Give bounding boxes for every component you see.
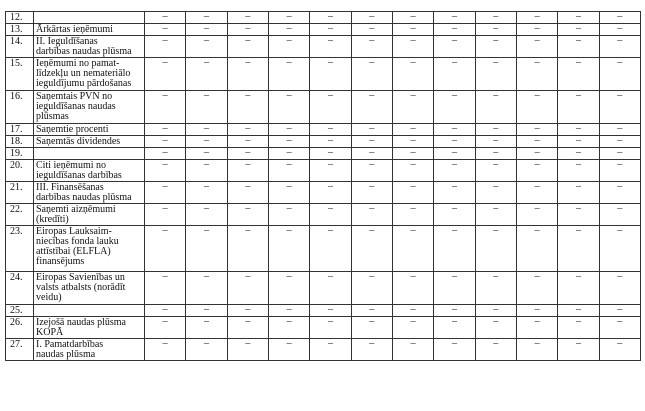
table-row <box>6 148 641 160</box>
table-body <box>6 12 641 361</box>
row-label: Izejošā naudas plūsma KOPĀ <box>36 317 126 338</box>
value-cell: – <box>186 226 227 272</box>
value-cell: – <box>227 12 268 24</box>
value-cell: – <box>434 91 475 124</box>
row-label-cell <box>34 36 145 58</box>
value-cell: – <box>558 272 599 305</box>
row-number: 15. <box>6 58 34 91</box>
value-cell: – <box>351 339 392 361</box>
value-cell: – <box>351 272 392 305</box>
value-cell: – <box>516 226 557 272</box>
row-number: 24. <box>6 272 34 305</box>
value-cell: – <box>475 204 516 226</box>
value-cell: – <box>186 91 227 124</box>
value-cell: – <box>599 136 640 148</box>
row-label: Ieņēmumi no pamat- līdzekļu un nemateriālo ieguldījumu pārdošanas <box>36 58 132 89</box>
value-cell: – <box>145 272 186 305</box>
row-label-cell <box>34 160 145 182</box>
value-cell: – <box>310 36 351 58</box>
table-row <box>6 36 641 58</box>
value-cell: – <box>145 136 186 148</box>
value-cell: – <box>227 160 268 182</box>
value-cell: – <box>145 204 186 226</box>
value-cell: – <box>392 12 433 24</box>
value-cell: – <box>186 148 227 160</box>
value-cell: – <box>145 124 186 136</box>
value-cell: – <box>434 12 475 24</box>
value-cell: – <box>475 36 516 58</box>
value-cell: – <box>186 136 227 148</box>
value-cell: – <box>351 305 392 317</box>
value-cell: – <box>310 91 351 124</box>
row-label-cell <box>34 317 145 339</box>
value-cell: – <box>516 339 557 361</box>
value-cell: – <box>351 136 392 148</box>
value-cell: – <box>516 124 557 136</box>
row-label-cell <box>34 148 145 160</box>
value-cell: – <box>558 226 599 272</box>
value-cell: – <box>351 12 392 24</box>
value-cell: – <box>599 272 640 305</box>
value-cell: – <box>599 160 640 182</box>
table-row <box>6 226 641 272</box>
value-cell: – <box>227 24 268 36</box>
row-number: 22. <box>6 204 34 226</box>
table-row <box>6 12 641 24</box>
value-cell: – <box>268 160 309 182</box>
value-cell: – <box>145 36 186 58</box>
value-cell: – <box>227 272 268 305</box>
value-cell: – <box>599 317 640 339</box>
value-cell: – <box>186 317 227 339</box>
value-cell: – <box>475 182 516 204</box>
row-label-cell <box>34 226 145 272</box>
value-cell: – <box>310 24 351 36</box>
value-cell: – <box>475 24 516 36</box>
value-cell: – <box>351 204 392 226</box>
value-cell: – <box>227 204 268 226</box>
value-cell: – <box>186 36 227 58</box>
row-number: 14. <box>6 36 34 58</box>
value-cell: – <box>351 124 392 136</box>
value-cell: – <box>558 339 599 361</box>
value-cell: – <box>434 124 475 136</box>
value-cell: – <box>434 204 475 226</box>
value-cell: – <box>145 160 186 182</box>
row-label: I. Pamatdarbības naudas plūsma <box>36 339 104 360</box>
value-cell: – <box>186 182 227 204</box>
value-cell: – <box>268 339 309 361</box>
value-cell: – <box>310 182 351 204</box>
table-row <box>6 305 641 317</box>
row-label-cell <box>34 272 145 305</box>
value-cell: – <box>227 58 268 91</box>
value-cell: – <box>392 148 433 160</box>
value-cell: – <box>558 148 599 160</box>
value-cell: – <box>145 148 186 160</box>
table-row <box>6 317 641 339</box>
value-cell: – <box>186 124 227 136</box>
row-label: Saņemti aizņēmumi (kredīti) <box>36 204 116 225</box>
value-cell: – <box>599 148 640 160</box>
value-cell: – <box>392 160 433 182</box>
value-cell: – <box>351 317 392 339</box>
value-cell: – <box>351 148 392 160</box>
row-number: 23. <box>6 226 34 272</box>
value-cell: – <box>516 148 557 160</box>
value-cell: – <box>434 24 475 36</box>
value-cell: – <box>310 136 351 148</box>
value-cell: – <box>351 182 392 204</box>
value-cell: – <box>268 12 309 24</box>
value-cell: – <box>227 91 268 124</box>
value-cell: – <box>558 58 599 91</box>
row-number: 16. <box>6 91 34 124</box>
value-cell: – <box>392 24 433 36</box>
value-cell: – <box>186 305 227 317</box>
value-cell: – <box>268 182 309 204</box>
value-cell: – <box>558 91 599 124</box>
value-cell: – <box>599 204 640 226</box>
value-cell: – <box>558 12 599 24</box>
value-cell: – <box>558 160 599 182</box>
table-row <box>6 58 641 91</box>
value-cell: – <box>434 339 475 361</box>
value-cell: – <box>145 339 186 361</box>
value-cell: – <box>516 24 557 36</box>
value-cell: – <box>434 136 475 148</box>
value-cell: – <box>475 136 516 148</box>
value-cell: – <box>351 24 392 36</box>
value-cell: – <box>392 58 433 91</box>
value-cell: – <box>558 204 599 226</box>
value-cell: – <box>186 272 227 305</box>
table-row <box>6 136 641 148</box>
value-cell: – <box>558 36 599 58</box>
value-cell: – <box>268 136 309 148</box>
table-row <box>6 182 641 204</box>
value-cell: – <box>145 24 186 36</box>
value-cell: – <box>268 305 309 317</box>
value-cell: – <box>434 226 475 272</box>
value-cell: – <box>310 58 351 91</box>
row-number: 25. <box>6 305 34 317</box>
value-cell: – <box>516 91 557 124</box>
value-cell: – <box>268 272 309 305</box>
value-cell: – <box>475 317 516 339</box>
value-cell: – <box>227 148 268 160</box>
value-cell: – <box>186 58 227 91</box>
value-cell: – <box>599 24 640 36</box>
value-cell: – <box>268 148 309 160</box>
value-cell: – <box>145 305 186 317</box>
value-cell: – <box>475 12 516 24</box>
value-cell: – <box>475 148 516 160</box>
value-cell: – <box>268 226 309 272</box>
row-label-cell <box>34 58 145 91</box>
value-cell: – <box>516 305 557 317</box>
table-row <box>6 24 641 36</box>
value-cell: – <box>268 204 309 226</box>
value-cell: – <box>434 272 475 305</box>
value-cell: – <box>227 36 268 58</box>
row-label: Saņemtais PVN no ieguldīšanas naudas plūsmas <box>36 91 116 122</box>
value-cell: – <box>392 204 433 226</box>
value-cell: – <box>599 124 640 136</box>
value-cell: – <box>475 58 516 91</box>
value-cell: – <box>516 272 557 305</box>
value-cell: – <box>186 160 227 182</box>
value-cell: – <box>145 317 186 339</box>
value-cell: – <box>599 91 640 124</box>
value-cell: – <box>145 58 186 91</box>
value-cell: – <box>516 136 557 148</box>
row-label-cell <box>34 124 145 136</box>
value-cell: – <box>268 124 309 136</box>
value-cell: – <box>227 305 268 317</box>
value-cell: – <box>268 24 309 36</box>
value-cell: – <box>227 182 268 204</box>
value-cell: – <box>434 36 475 58</box>
value-cell: – <box>599 226 640 272</box>
cash-flow-table <box>5 11 641 361</box>
value-cell: – <box>392 317 433 339</box>
row-number: 13. <box>6 24 34 36</box>
row-label: Eiropas Lauksaim- niecības fonda lauku attīstībai (ELFLA) finansējums <box>36 226 119 267</box>
value-cell: – <box>268 58 309 91</box>
value-cell: – <box>310 317 351 339</box>
row-number: 19. <box>6 148 34 160</box>
value-cell: – <box>310 226 351 272</box>
value-cell: – <box>475 124 516 136</box>
value-cell: – <box>599 58 640 91</box>
row-label-cell <box>34 305 145 317</box>
value-cell: – <box>227 339 268 361</box>
value-cell: – <box>434 305 475 317</box>
table-row <box>6 272 641 305</box>
value-cell: – <box>475 91 516 124</box>
value-cell: – <box>392 305 433 317</box>
value-cell: – <box>186 339 227 361</box>
value-cell: – <box>599 305 640 317</box>
row-label: II. Ieguldīšanas darbības naudas plūsma <box>36 36 132 57</box>
value-cell: – <box>351 226 392 272</box>
value-cell: – <box>145 91 186 124</box>
value-cell: – <box>434 58 475 91</box>
value-cell: – <box>186 12 227 24</box>
value-cell: – <box>558 124 599 136</box>
value-cell: – <box>227 226 268 272</box>
value-cell: – <box>516 12 557 24</box>
table-row <box>6 91 641 124</box>
value-cell: – <box>516 160 557 182</box>
value-cell: – <box>310 12 351 24</box>
value-cell: – <box>599 339 640 361</box>
value-cell: – <box>145 182 186 204</box>
value-cell: – <box>434 160 475 182</box>
value-cell: – <box>392 136 433 148</box>
value-cell: – <box>434 317 475 339</box>
value-cell: – <box>516 204 557 226</box>
value-cell: – <box>268 36 309 58</box>
row-label-cell <box>34 12 145 24</box>
value-cell: – <box>392 124 433 136</box>
value-cell: – <box>310 339 351 361</box>
table-row <box>6 160 641 182</box>
row-label-cell <box>34 91 145 124</box>
value-cell: – <box>310 160 351 182</box>
value-cell: – <box>516 182 557 204</box>
row-label: Saņemtās dividendes <box>36 136 121 147</box>
value-cell: – <box>434 182 475 204</box>
row-label: Citi ieņēmumi no ieguldīšanas darbības <box>36 160 122 181</box>
value-cell: – <box>392 91 433 124</box>
value-cell: – <box>145 12 186 24</box>
value-cell: – <box>310 305 351 317</box>
value-cell: – <box>475 272 516 305</box>
row-label: III. Finansēšanas darbības naudas plūsma <box>36 182 132 203</box>
value-cell: – <box>392 339 433 361</box>
value-cell: – <box>558 317 599 339</box>
row-label: Saņemtie procenti <box>36 124 109 135</box>
value-cell: – <box>475 160 516 182</box>
value-cell: – <box>268 317 309 339</box>
row-number: 21. <box>6 182 34 204</box>
value-cell: – <box>392 36 433 58</box>
value-cell: – <box>558 136 599 148</box>
value-cell: – <box>434 148 475 160</box>
value-cell: – <box>227 136 268 148</box>
value-cell: – <box>145 226 186 272</box>
row-number: 17. <box>6 124 34 136</box>
value-cell: – <box>310 148 351 160</box>
value-cell: – <box>186 204 227 226</box>
row-label-cell <box>34 136 145 148</box>
value-cell: – <box>599 12 640 24</box>
value-cell: – <box>558 305 599 317</box>
value-cell: – <box>227 124 268 136</box>
value-cell: – <box>516 36 557 58</box>
value-cell: – <box>599 36 640 58</box>
table-row <box>6 124 641 136</box>
table-row <box>6 339 641 361</box>
value-cell: – <box>558 24 599 36</box>
value-cell: – <box>310 124 351 136</box>
value-cell: – <box>268 91 309 124</box>
row-label-cell <box>34 24 145 36</box>
row-label: Ārkārtas ieņēmumi <box>36 24 113 35</box>
row-number: 20. <box>6 160 34 182</box>
value-cell: – <box>475 226 516 272</box>
row-number: 26. <box>6 317 34 339</box>
value-cell: – <box>351 160 392 182</box>
value-cell: – <box>310 204 351 226</box>
value-cell: – <box>392 226 433 272</box>
value-cell: – <box>558 182 599 204</box>
row-number: 12. <box>6 12 34 24</box>
table-row <box>6 204 641 226</box>
value-cell: – <box>599 182 640 204</box>
value-cell: – <box>351 91 392 124</box>
value-cell: – <box>351 58 392 91</box>
value-cell: – <box>392 272 433 305</box>
value-cell: – <box>310 272 351 305</box>
row-number: 27. <box>6 339 34 361</box>
value-cell: – <box>516 58 557 91</box>
value-cell: – <box>475 305 516 317</box>
value-cell: – <box>475 339 516 361</box>
row-number: 18. <box>6 136 34 148</box>
value-cell: – <box>227 317 268 339</box>
value-cell: – <box>516 317 557 339</box>
value-cell: – <box>351 36 392 58</box>
value-cell: – <box>186 24 227 36</box>
row-label: Eiropas Savienības un valsts atbalsts (norādīt veidu) <box>36 272 126 303</box>
value-cell: – <box>392 182 433 204</box>
row-label-cell <box>34 204 145 226</box>
row-label-cell <box>34 339 145 361</box>
row-label-cell <box>34 182 145 204</box>
